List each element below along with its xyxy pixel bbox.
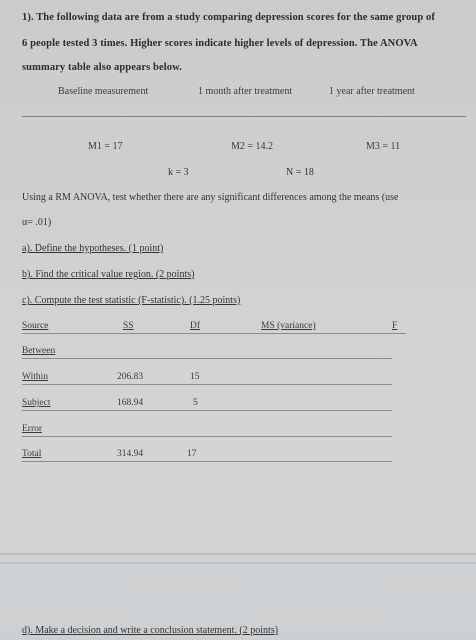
mean-m2: M2 = 14.2 xyxy=(231,141,274,152)
table-row-source: Within xyxy=(22,372,49,382)
table-row-source: Subject xyxy=(22,398,51,408)
table-cell-ss: 168.94 xyxy=(117,398,144,408)
question-b: b). Find the critical value region. (2 points) xyxy=(22,269,195,280)
table-row-rule xyxy=(22,436,392,437)
table-row-source: Between xyxy=(22,346,56,356)
problem-line-2: 6 people tested 3 times. Higher scores indicate higher levels of depression. The ANOVA xyxy=(22,38,418,49)
question-c: c). Compute the test statistic (F-statistic). (1.25 points) xyxy=(22,295,241,306)
page-fold xyxy=(0,562,476,564)
table-header-source: Source xyxy=(22,321,49,331)
table-row-rule xyxy=(22,384,392,385)
table-cell-ss: 206.83 xyxy=(117,372,144,382)
mean-m1: M1 = 17 xyxy=(88,141,123,152)
instruction-line-1: Using a RM ANOVA, test whether there are any significant differences among the means (use xyxy=(22,192,399,203)
header-rule xyxy=(22,116,466,117)
table-row-rule xyxy=(22,358,392,359)
table-header-ss: SS xyxy=(123,321,134,331)
condition-label-1-month: 1 month after treatment xyxy=(198,86,293,97)
table-row-rule xyxy=(22,410,392,411)
table-header-ms: MS (variance) xyxy=(261,321,316,331)
condition-label-baseline: Baseline measurement xyxy=(58,86,149,97)
table-cell-ss: 314.94 xyxy=(117,449,144,459)
table-row-rule xyxy=(22,461,392,462)
table-row-source: Error xyxy=(22,424,43,434)
problem-line-1: 1). The following data are from a study comparing depression scores for the same group of xyxy=(22,12,435,23)
table-header-df: Df xyxy=(190,321,201,331)
mean-m3: M3 = 11 xyxy=(366,141,401,152)
table-header-rule xyxy=(22,333,406,334)
problem-line-3: summary table also appears below. xyxy=(22,62,182,73)
condition-label-1-year: 1 year after treatment xyxy=(329,86,415,97)
instruction-line-2: α= .01) xyxy=(22,217,52,228)
question-d: d). Make a decision and write a conclusion statement. (2 points) xyxy=(22,625,279,636)
param-n: N = 18 xyxy=(286,167,314,178)
param-k: k = 3 xyxy=(168,167,189,178)
table-row-source: Total xyxy=(22,449,42,459)
table-header-f: F xyxy=(392,321,398,331)
page-fold xyxy=(0,553,476,555)
table-cell-df: 5 xyxy=(193,398,198,408)
question-a: a). Define the hypotheses. (1 point) xyxy=(22,243,164,254)
table-cell-df: 15 xyxy=(190,372,200,382)
table-cell-df: 17 xyxy=(187,449,197,459)
